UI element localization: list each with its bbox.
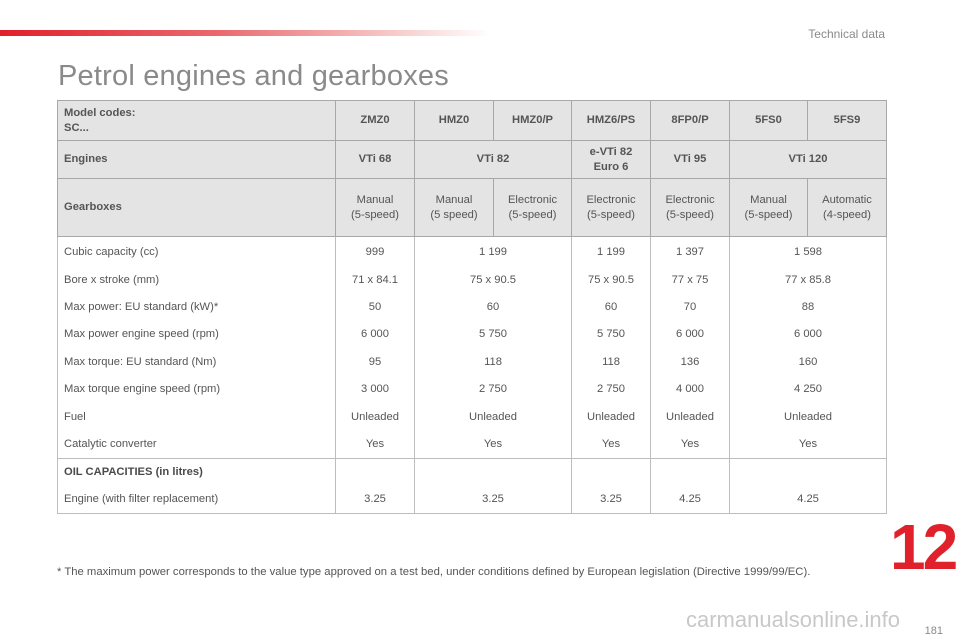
watermark: carmanualsonline.info bbox=[686, 607, 901, 632]
gearboxes-label: Gearboxes bbox=[58, 179, 336, 237]
table-row bbox=[58, 349, 887, 376]
gearbox-cell: Manual (5-speed) bbox=[730, 179, 808, 237]
model-code-cell: 5FS9 bbox=[808, 101, 887, 141]
value-cell: 1 199 bbox=[415, 237, 572, 267]
model-code-cell: 5FS0 bbox=[730, 101, 808, 141]
gearbox-cell: Electronic (5-speed) bbox=[494, 179, 572, 237]
value-cell: 70 bbox=[651, 294, 730, 321]
value-cell: Unleaded bbox=[651, 403, 730, 430]
table-row bbox=[58, 294, 887, 321]
value-cell: 136 bbox=[651, 349, 730, 376]
value-cell: 50 bbox=[336, 294, 415, 321]
value-cell: 5 750 bbox=[572, 321, 651, 348]
page-title: Petrol engines and gearboxes bbox=[58, 60, 449, 92]
value-cell: Unleaded bbox=[336, 403, 415, 430]
value-cell: 5 750 bbox=[415, 321, 572, 348]
accent-bar bbox=[0, 30, 490, 36]
value-cell: 75 x 90.5 bbox=[415, 266, 572, 293]
value-cell: Yes bbox=[336, 431, 415, 459]
row-label: Engine (with filter replacement) bbox=[58, 486, 336, 514]
row-label: Max power: EU standard (kW)* bbox=[58, 294, 336, 321]
value-cell: 6 000 bbox=[730, 321, 887, 348]
gearbox-cell: Manual (5 speed) bbox=[415, 179, 494, 237]
value-cell: 75 x 90.5 bbox=[572, 266, 651, 293]
engine-cell: VTi 95 bbox=[651, 141, 730, 179]
value-cell: 71 x 84.1 bbox=[336, 266, 415, 293]
model-codes-row bbox=[58, 101, 887, 141]
model-code-cell: 8FP0/P bbox=[651, 101, 730, 141]
engine-cell: VTi 68 bbox=[336, 141, 415, 179]
model-code-cell: HMZ6/PS bbox=[572, 101, 651, 141]
model-codes-label: Model codes: SC... bbox=[58, 101, 336, 141]
engines-row bbox=[58, 141, 887, 179]
value-cell: 77 x 85.8 bbox=[730, 266, 887, 293]
model-code-cell: ZMZ0 bbox=[336, 101, 415, 141]
value-cell: 95 bbox=[336, 349, 415, 376]
row-label: Bore x stroke (mm) bbox=[58, 266, 336, 293]
value-cell: 4 250 bbox=[730, 376, 887, 403]
row-label: Catalytic converter bbox=[58, 431, 336, 459]
gearbox-cell: Electronic (5-speed) bbox=[651, 179, 730, 237]
value-cell: 118 bbox=[415, 349, 572, 376]
engine-cell: VTi 82 bbox=[415, 141, 572, 179]
row-label: Max torque: EU standard (Nm) bbox=[58, 349, 336, 376]
value-cell: 60 bbox=[415, 294, 572, 321]
table-row bbox=[58, 403, 887, 430]
table-row bbox=[58, 237, 887, 267]
engine-cell: e-VTi 82 Euro 6 bbox=[572, 141, 651, 179]
gearbox-cell: Automatic (4-speed) bbox=[808, 179, 887, 237]
value-cell: Yes bbox=[730, 431, 887, 459]
value-cell: 2 750 bbox=[572, 376, 651, 403]
engine-cell: VTi 120 bbox=[730, 141, 887, 179]
value-cell: 3.25 bbox=[572, 486, 651, 514]
value-cell: 3.25 bbox=[415, 486, 572, 514]
value-cell: Yes bbox=[415, 431, 572, 459]
value-cell: 77 x 75 bbox=[651, 266, 730, 293]
value-cell: 2 750 bbox=[415, 376, 572, 403]
value-cell: 4.25 bbox=[730, 486, 887, 514]
value-cell: 160 bbox=[730, 349, 887, 376]
model-code-cell: HMZ0/P bbox=[494, 101, 572, 141]
value-cell: 6 000 bbox=[651, 321, 730, 348]
table-row bbox=[58, 486, 887, 514]
chapter-number: 12 bbox=[890, 511, 956, 583]
page-number: 181 bbox=[924, 625, 943, 637]
value-cell: Unleaded bbox=[572, 403, 651, 430]
value-cell: Unleaded bbox=[415, 403, 572, 430]
value-cell: 999 bbox=[336, 237, 415, 267]
engines-label: Engines bbox=[58, 141, 336, 179]
value-cell: 1 397 bbox=[651, 237, 730, 267]
value-cell: Unleaded bbox=[730, 403, 887, 430]
table-row bbox=[58, 376, 887, 403]
value-cell: 60 bbox=[572, 294, 651, 321]
table-row bbox=[58, 431, 887, 459]
oil-capacities-header-row bbox=[58, 459, 887, 487]
row-label: Max power engine speed (rpm) bbox=[58, 321, 336, 348]
footnote: * The maximum power corresponds to the value type approved on a test bed, under conditions defined by European legislation (Directive 1999/99/EC). bbox=[57, 566, 811, 578]
table-row bbox=[58, 321, 887, 348]
gearbox-cell: Manual (5-speed) bbox=[336, 179, 415, 237]
value-cell: Yes bbox=[651, 431, 730, 459]
model-code-cell: HMZ0 bbox=[415, 101, 494, 141]
value-cell: 88 bbox=[730, 294, 887, 321]
value-cell: Yes bbox=[572, 431, 651, 459]
value-cell: 118 bbox=[572, 349, 651, 376]
value-cell: 1 598 bbox=[730, 237, 887, 267]
value-cell: 3.25 bbox=[336, 486, 415, 514]
value-cell: 6 000 bbox=[336, 321, 415, 348]
value-cell: 1 199 bbox=[572, 237, 651, 267]
row-label: Cubic capacity (cc) bbox=[58, 237, 336, 267]
value-cell: 3 000 bbox=[336, 376, 415, 403]
oil-capacities-label: OIL CAPACITIES (in litres) bbox=[58, 459, 336, 487]
section-title: Technical data bbox=[808, 27, 885, 41]
row-label: Fuel bbox=[58, 403, 336, 430]
row-label: Max torque engine speed (rpm) bbox=[58, 376, 336, 403]
table-row bbox=[58, 266, 887, 293]
value-cell: 4.25 bbox=[651, 486, 730, 514]
value-cell: 4 000 bbox=[651, 376, 730, 403]
specs-table bbox=[57, 100, 887, 514]
gearbox-cell: Electronic (5-speed) bbox=[572, 179, 651, 237]
gearboxes-row bbox=[58, 179, 887, 237]
